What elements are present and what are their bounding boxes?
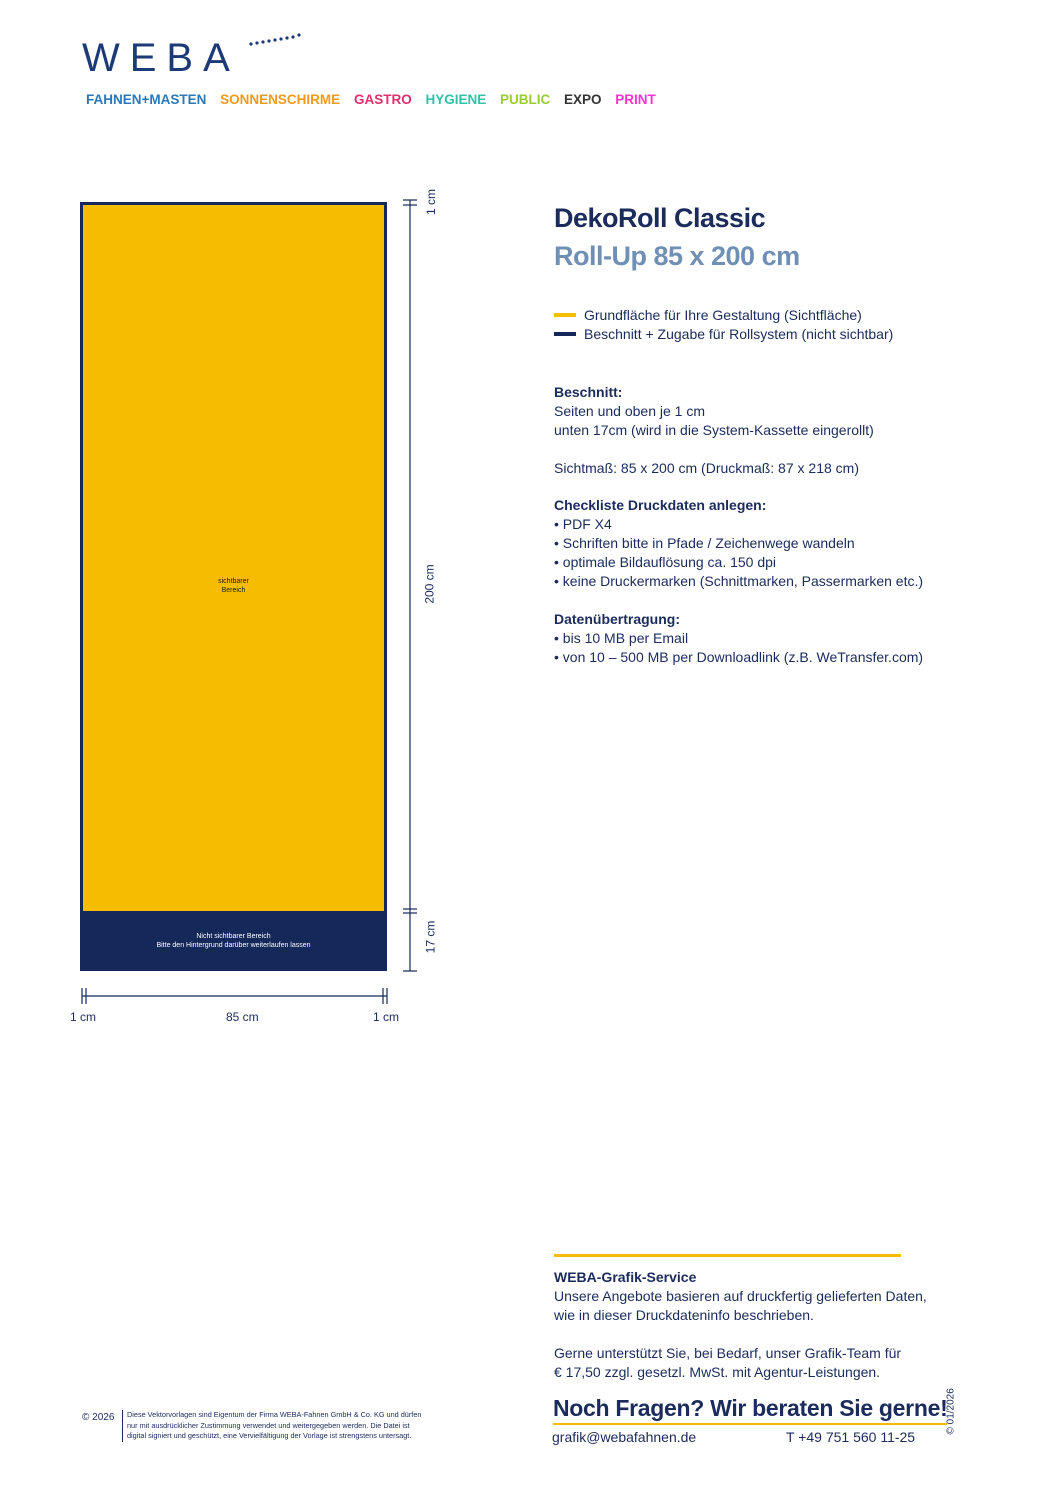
legend-visible-text: Grundfläche für Ihre Gestaltung (Sichtfläche): [584, 307, 862, 323]
category-gastro: GASTRO: [353, 92, 412, 107]
service-line1: Unsere Angebote basieren auf druckfertig gelieferten Daten,: [554, 1288, 927, 1304]
legend-visible: [554, 307, 862, 323]
dim-height-label: 200 cm: [422, 564, 437, 604]
beschnitt-section: [554, 383, 874, 478]
category-nav: [86, 92, 666, 107]
checklist-item: • optimale Bildauflösung ca. 150 dpi: [554, 554, 777, 570]
service-section: [554, 1268, 927, 1382]
dim-width-label: 85 cm: [226, 1010, 259, 1024]
hidden-label-line1: Nicht sichtbarer Bereich: [196, 933, 271, 940]
copyright-text: [127, 1410, 421, 1442]
copyright-year: © 2026: [82, 1412, 115, 1423]
category-expo: EXPO: [564, 92, 602, 107]
category-print: PRINT: [615, 92, 656, 107]
service-line4: € 17,50 zzgl. gesetzl. MwSt. mit Agentur-Leistungen.: [554, 1364, 881, 1380]
service-divider: [554, 1254, 901, 1257]
product-title: DekoRoll Classic: [554, 203, 766, 233]
service-line3: Gerne unterstützt Sie, bei Bedarf, unser Grafik-Team für: [554, 1345, 902, 1361]
checklist-item: • keine Druckermarken (Schnittmarken, Passermarken etc.): [554, 573, 924, 589]
transfer-heading: Datenübertragung:: [554, 611, 680, 627]
visible-label-line1: sichtbarer: [218, 578, 249, 585]
contact-phone[interactable]: T +49 751 560 11-25: [786, 1429, 916, 1445]
dim-left-label: 1 cm: [70, 1010, 97, 1024]
checklist-section: [554, 496, 923, 591]
transfer-item: • von 10 – 500 MB per Downloadlink (z.B. WeTransfer.com): [554, 649, 924, 665]
contact-question: Noch Fragen? Wir beraten Sie gerne!: [553, 1395, 947, 1425]
service-line2: wie in dieser Druckdateninfo beschrieben.: [554, 1307, 814, 1323]
legend-bleed: [554, 326, 893, 342]
copyright-divider: [122, 1410, 123, 1442]
beschnitt-heading: Beschnitt:: [554, 384, 623, 400]
product-subtitle: Roll-Up 85 x 200 cm: [554, 241, 800, 271]
category-public: PUBLIC: [500, 92, 551, 107]
category-fahnen-masten: FAHNEN+MASTEN: [86, 92, 207, 107]
checklist-item: • Schriften bitte in Pfade / Zeichenwege wandeln: [554, 535, 855, 551]
legend-navy-swatch: [554, 332, 576, 336]
legend-yellow-swatch: [554, 313, 576, 317]
category-sonnenschirme: SONNENSCHIRME: [220, 92, 341, 107]
visible-label-line2: Bereich: [221, 587, 246, 595]
dim-top-label: 1 cm: [424, 188, 439, 216]
category-hygiene: HYGIENE: [425, 92, 487, 107]
transfer-section: [554, 610, 923, 667]
checklist-heading: Checkliste Druckdaten anlegen:: [554, 497, 767, 513]
sichtmass-text: Sichtmaß: 85 x 200 cm (Druckmaß: 87 x 218 cm): [554, 460, 859, 476]
logo-dots-icon: [247, 30, 307, 50]
dim-bottom-label: 17 cm: [423, 920, 438, 954]
beschnitt-line2: unten 17cm (wird in die System-Kassette eingerollt): [554, 422, 874, 438]
copyright-line2: nur mit ausdrücklicher Zustimmung verwendet und weitergegeben werden. Die Datei ist: [127, 1420, 410, 1430]
checklist-item: • PDF X4: [554, 516, 612, 532]
beschnitt-line1: Seiten und oben je 1 cm: [554, 403, 705, 419]
weba-logo: WEBA: [82, 36, 240, 80]
dim-right-label: 1 cm: [373, 1010, 400, 1024]
contact-email-link[interactable]: grafik@webafahnen.de: [552, 1429, 697, 1445]
copyright-line1: Diese Vektorvorlagen sind Eigentum der Firma WEBA-Fahnen GmbH & Co. KG und dürfen: [127, 1410, 422, 1419]
dimension-lines: [60, 180, 460, 1040]
transfer-item: • bis 10 MB per Email: [554, 630, 689, 646]
service-heading: WEBA-Grafik-Service: [554, 1269, 697, 1285]
legend-bleed-text: Beschnitt + Zugabe für Rollsystem (nicht sichtbar): [584, 326, 894, 342]
version-label: © 01/2026: [945, 1388, 957, 1435]
hidden-label-line2: Bitte den Hintergrund darüber weiterlaufen lassen: [156, 942, 311, 950]
copyright-line3: digital signiert und geschützt, eine Vervielfältigung der Vorlage ist strengstens untersagt.: [127, 1431, 412, 1440]
